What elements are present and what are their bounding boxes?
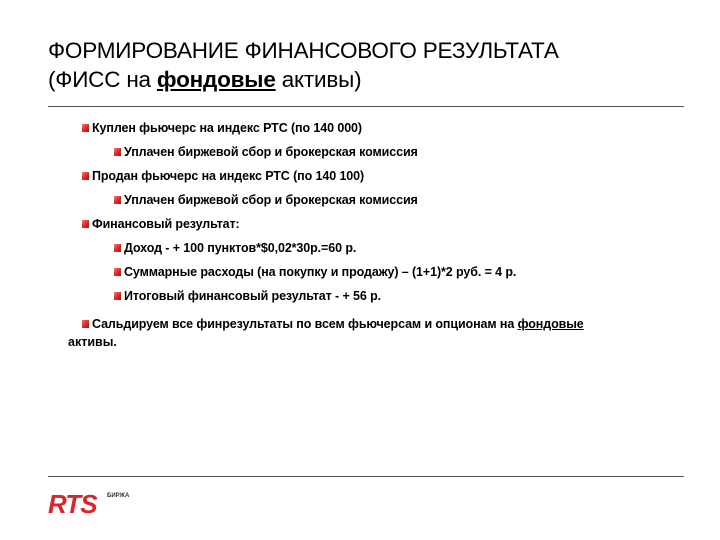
bullet-marker-icon	[82, 124, 89, 132]
list-item-text: Уплачен биржевой сбор и брокерская комиссия	[124, 145, 418, 159]
list-item	[114, 240, 356, 256]
title-line-1: ФОРМИРОВАНИЕ ФИНАНСОВОГО РЕЗУЛЬТАТА	[48, 38, 559, 63]
bullet-marker-icon	[114, 196, 121, 204]
logo-subtitle: БИРЖА	[107, 493, 130, 499]
link-fondovye[interactable]: фондовые	[517, 317, 584, 331]
list-item	[82, 316, 584, 332]
list-item	[114, 288, 381, 304]
bullet-marker-icon	[114, 268, 121, 276]
bullet-marker-icon	[82, 320, 89, 328]
list-item-text: Уплачен биржевой сбор и брокерская комиссия	[124, 193, 418, 207]
list-item-text: Куплен фьючерс на индекс РТС (по 140 000)	[92, 121, 362, 135]
title-line-2	[48, 65, 688, 94]
bullet-marker-icon	[114, 292, 121, 300]
list-item	[114, 192, 418, 208]
list-item-continuation: активы.	[68, 335, 117, 349]
bullet-marker-icon	[82, 220, 89, 228]
rts-logo	[48, 490, 158, 520]
page-title	[48, 36, 688, 94]
list-item	[114, 264, 516, 280]
bottom-divider	[48, 476, 684, 477]
list-item	[82, 120, 362, 136]
list-item-text: Сальдируем все финрезультаты по всем фьючерсам и опционам на	[92, 317, 518, 331]
title-line-2-prefix: (ФИСС на	[48, 67, 157, 92]
list-item-text: Финансовый результат:	[92, 217, 240, 231]
bullet-marker-icon	[82, 172, 89, 180]
bullet-marker-icon	[114, 244, 121, 252]
list-item	[114, 144, 418, 160]
list-item	[82, 216, 240, 232]
bullet-marker-icon	[114, 148, 121, 156]
title-link-fondovye[interactable]: фондовые	[156, 67, 276, 92]
list-item-text: Итоговый финансовый результат - + 56 р.	[124, 289, 382, 303]
list-item-text: Доход - + 100 пунктов*$0,02*30р.=60 р.	[124, 241, 357, 255]
logo-mark: RTS	[48, 489, 97, 519]
title-line-2-suffix: активы)	[275, 67, 362, 92]
list-item	[82, 168, 364, 184]
list-item-text: Продан фьючерс на индекс РТС (по 140 100)	[92, 169, 365, 183]
top-divider	[48, 106, 684, 107]
list-item-text: Суммарные расходы (на покупку и продажу) – (1+1)*2 руб. = 4 р.	[124, 265, 517, 279]
